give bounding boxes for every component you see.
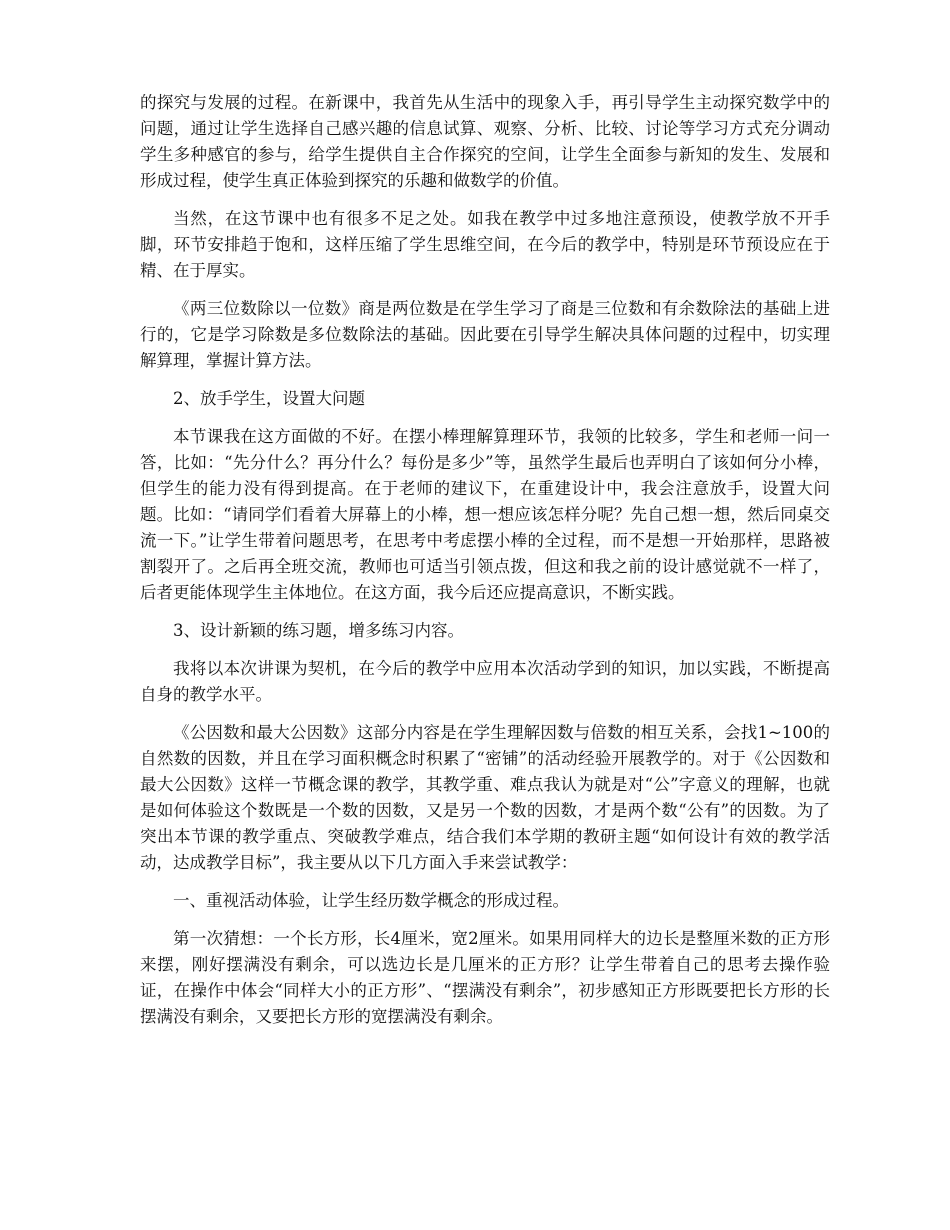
paragraph-7: 我将以本次讲课为契机，在今后的教学中应用本次活动学到的知识，加以实践，不断提高自身的教学水平。 xyxy=(140,659,830,704)
paragraph-1: 的探究与发展的过程。在新课中，我首先从生活中的现象入手，再引导学生主动探究数学中的问题，通过让学生选择自己感兴趣的信息试算、观察、分析、比较、讨论等学习方式充分调动学生多种感官的参与，给学生提供自主合作探究的空间，让学生全面参与新知的发生、发展和形成过程，使学生真正体验到探究的乐趣和做数学的价值。 xyxy=(140,93,830,190)
paragraph-10: 第一次猜想：一个长方形，长4厘米，宽2厘米。如果用同样大的边长是整厘米数的正方形来摆，刚好摆满没有剩余，可以选边长是几厘米的正方形？让学生带着自己的思考去操作验证，在操作中体会“同样大小的正方形”、“摆满没有剩余”，初步感知正方形既要把长方形的长摆满没有剩余，又要把长方形的宽摆满没有剩余。 xyxy=(140,929,830,1026)
paragraph-3: 《两三位数除以一位数》商是两位数是在学生学习了商是三位数和有余数除法的基础上进行的，它是学习除数是多位数除法的基础。因此要在引导学生解决具体问题的过程中，切实理解算理，掌握计算方法。 xyxy=(140,299,830,370)
section-heading-2: 2、放手学生，设置大问题 xyxy=(173,389,365,408)
paragraph-5: 本节课我在这方面做的不好。在摆小棒理解算理环节，我领的比较多，学生和老师一问一答，比如：“先分什么？再分什么？每份是多少”等，虽然学生最后也弄明白了该如何分小棒，但学生的能力没有得到提高。在于老师的建议下，在重建设计中，我会注意放手，设置大问题。比如：“请同学们看着大屏幕上的小棒，想一想应该怎样分呢？先自己想一想，然后同桌交流一下。”让学生带着问题思考，在思考中考虑摆小棒的全过程，而不是想一开始那样，思路被割裂开了。之后再全班交流，教师也可适当引领点拨，但这和我之前的设计感觉就不一样了，后者更能体现学生主体地位。在这方面，我今后还应提高意识，不断实践。 xyxy=(140,427,830,602)
paragraph-8: 《公因数和最大公因数》这部分内容是在学生理解因数与倍数的相互关系，会找1~100的自然数的因数，并且在学习面积概念时积累了“密铺”的活动经验开展教学的。对于《公因数和最大公因数》这样一节概念课的教学，其教学重、难点我认为就是对“公”字意义的理解，也就是如何体验这个数既是一个数的因数，又是另一个数的因数，才是两个数“公有”的因数。为了突出本节课的教学重点、突破教学难点，结合我们本学期的教研主题“如何设计有效的教学活动，达成教学目标”，我主要从以下几方面入手来尝试教学： xyxy=(140,723,830,872)
section-heading-1: 一、重视活动体验，让学生经历数学概念的形成过程。 xyxy=(173,891,569,910)
paragraph-2: 当然，在这节课中也有很多不足之处。如我在教学中过多地注意预设，使教学放不开手脚，环节安排趋于饱和，这样压缩了学生思维空间，在今后的教学中，特别是环节预设应在于精、在于厚实。 xyxy=(140,209,830,280)
section-heading-3: 3、设计新颖的练习题，增多练习内容。 xyxy=(173,621,464,640)
document-body xyxy=(140,90,830,1042)
